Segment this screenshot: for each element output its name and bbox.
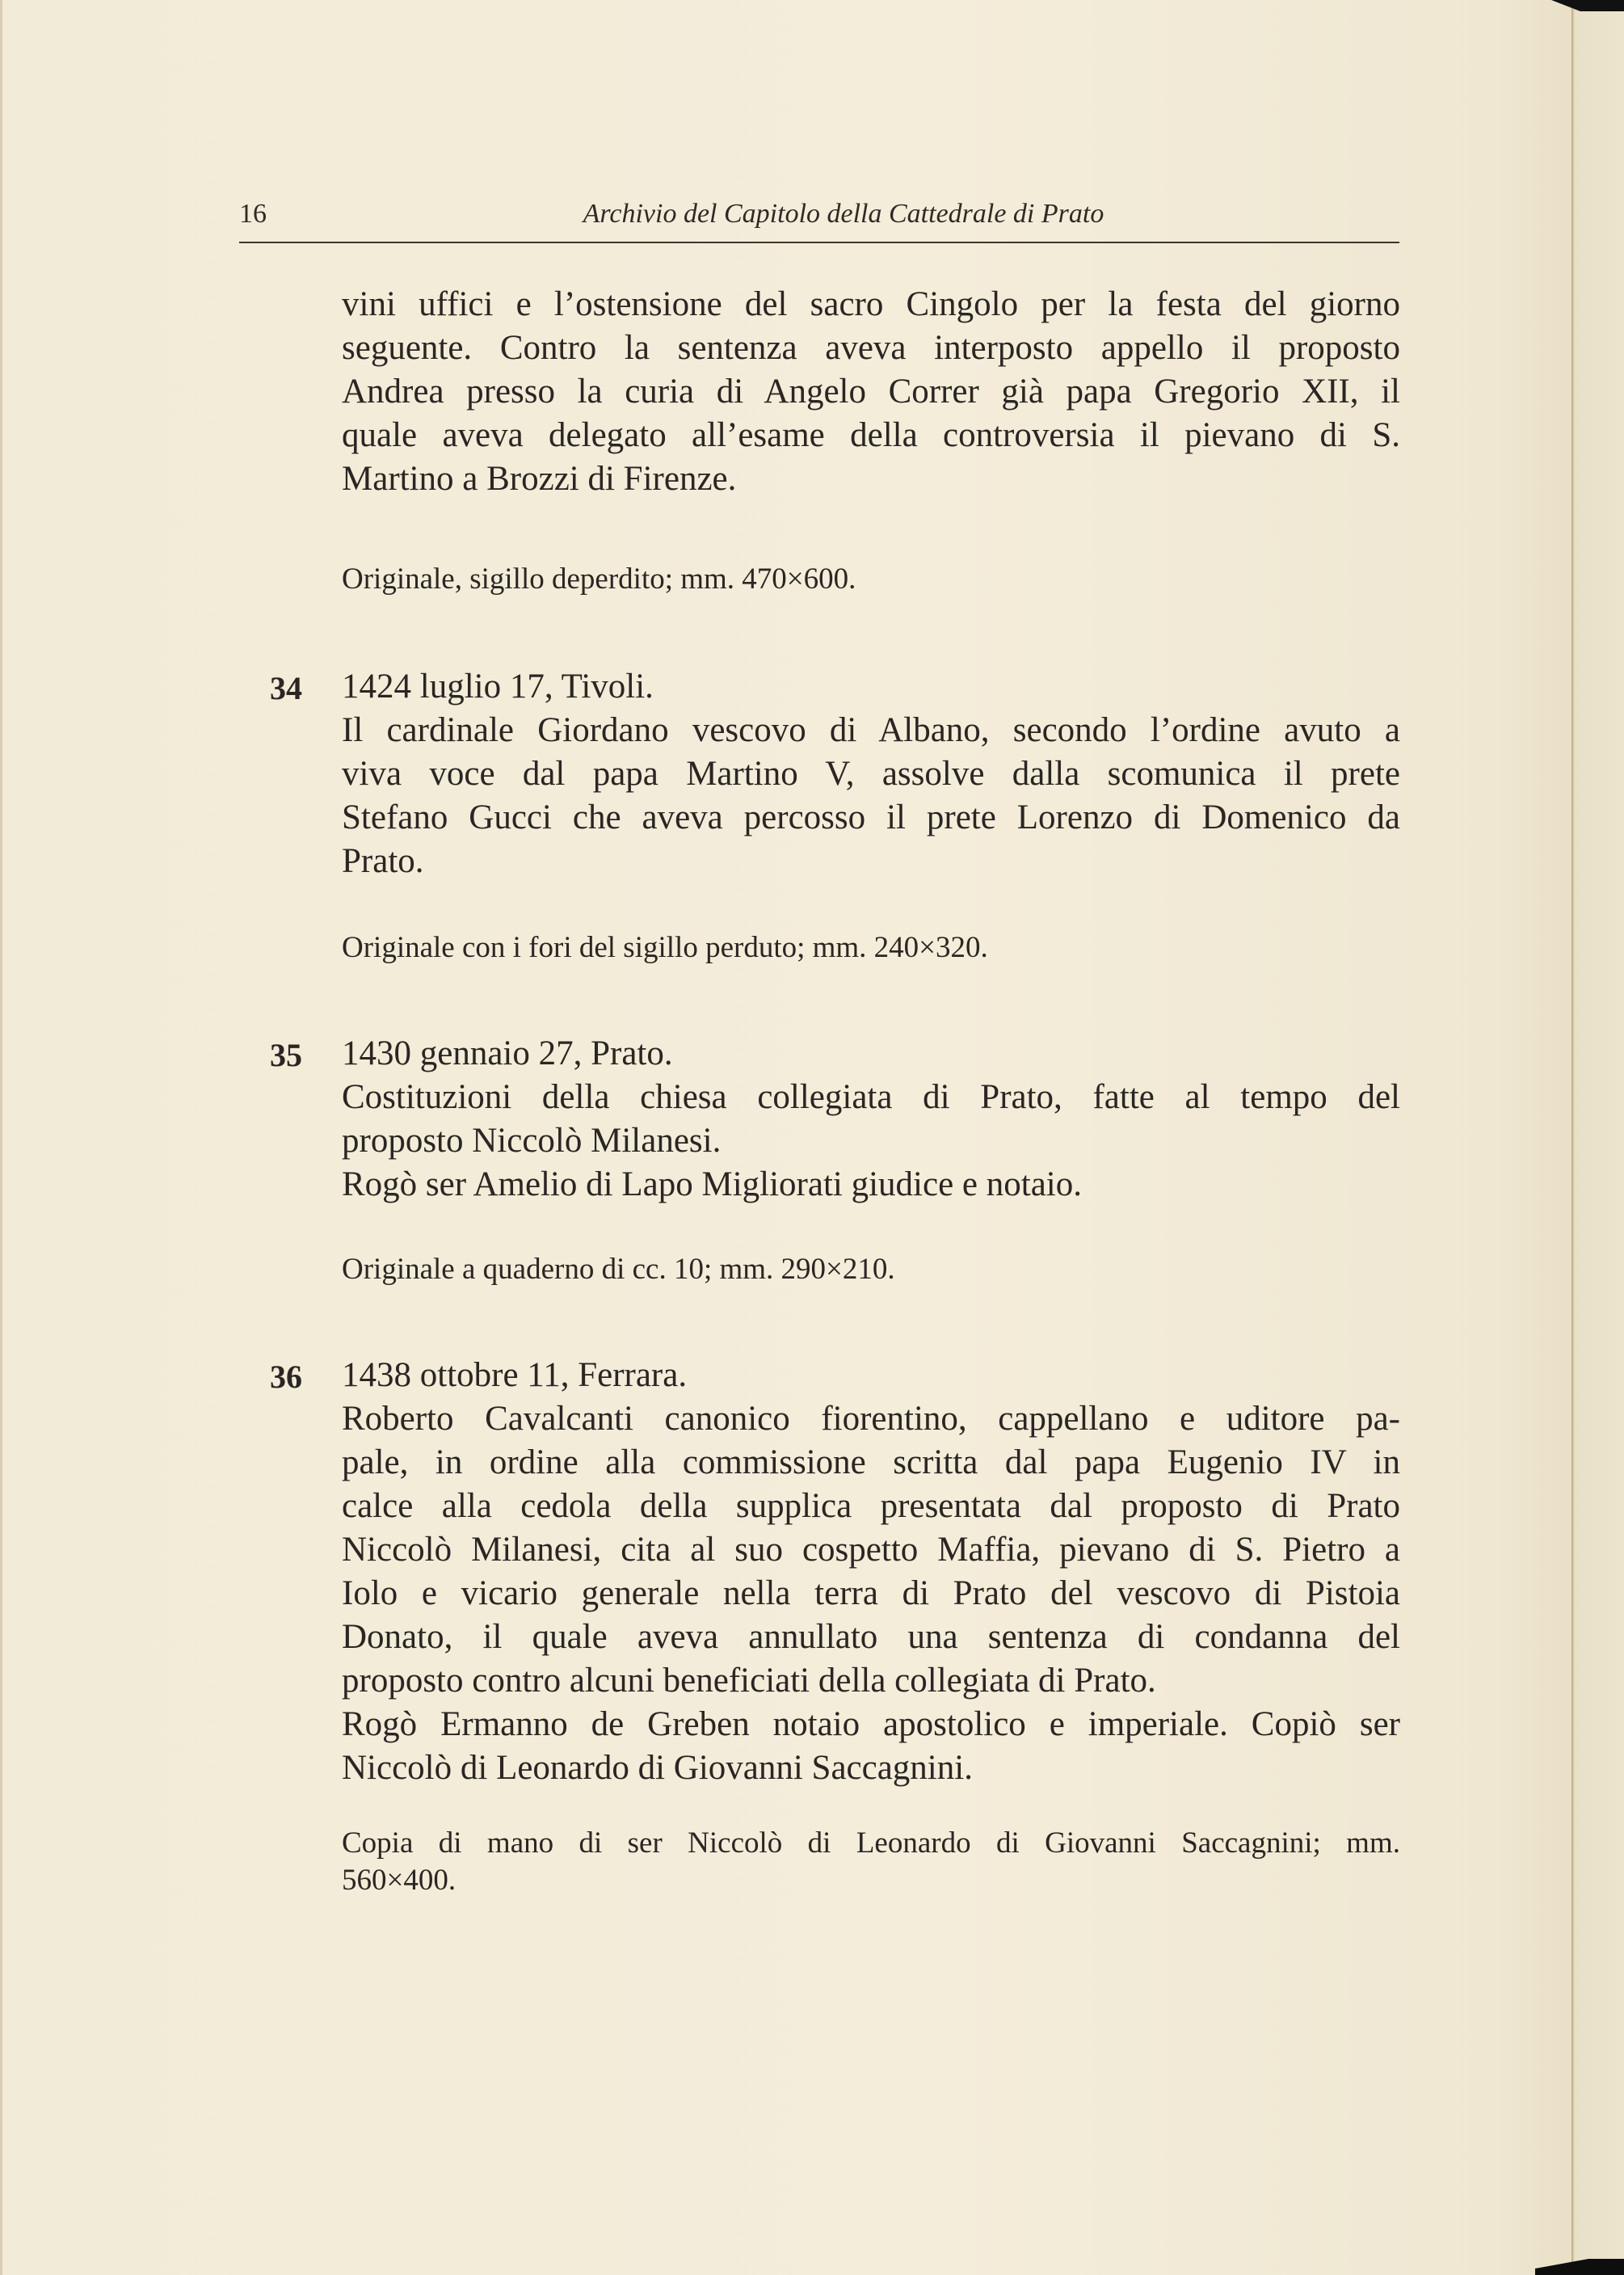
page-left-edge — [0, 0, 2, 2275]
text-line: Andrea presso la curia di Angelo Correr già papa Gregorio XII, il — [342, 373, 1400, 411]
running-title: Archivio del Capitolo della Cattedrale di Prato — [583, 199, 1104, 229]
page-number: 16 — [239, 199, 267, 229]
entry-number: 35 — [270, 1037, 302, 1073]
text-line: Copia di mano di ser Niccolò di Leonardo di Giovanni Saccagnini; mm. — [342, 1826, 1400, 1860]
entry-note: Originale a quaderno di cc. 10; mm. 290×210. — [342, 1253, 895, 1286]
entry-number: 34 — [270, 670, 302, 706]
text-line: Il cardinale Giordano vescovo di Albano, secondo l’ordine avuto a — [342, 711, 1400, 749]
entry-date-place: 1430 gennaio 27, Prato. — [342, 1034, 673, 1072]
text-line: seguente. Contro la sentenza aveva interposto appello il proposto — [342, 329, 1400, 367]
text-line: Prato. — [342, 842, 424, 880]
text-line: Rogò ser Amelio di Lapo Migliorati giudice e notaio. — [342, 1165, 1082, 1203]
text-line: Roberto Cavalcanti canonico fiorentino, cappellano e uditore pa- — [342, 1400, 1400, 1438]
entry-regest — [342, 1076, 1400, 1207]
text-line: Martino a Brozzi di Firenze. — [342, 460, 737, 498]
header-rule — [239, 242, 1399, 243]
text-line: calce alla cedola della supplica presentata dal proposto di Prato — [342, 1487, 1400, 1525]
text-line: 560×400. — [342, 1864, 456, 1897]
text-line: Niccolò Milanesi, cita al suo cospetto Maffia, pievano di S. Pietro a — [342, 1531, 1400, 1569]
running-header — [239, 199, 1399, 236]
text-line: pale, in ordine alla commissione scritta dal papa Eugenio IV in — [342, 1443, 1400, 1481]
entry-number: 36 — [270, 1359, 302, 1395]
text-line: Rogò Ermanno de Greben notaio apostolico e imperiale. Copiò ser — [342, 1705, 1400, 1743]
entry-date-place: 1424 luglio 17, Tivoli. — [342, 668, 654, 706]
text-line: Stefano Gucci che aveva percosso il prete Lorenzo di Domenico da — [342, 798, 1400, 836]
text-line: Niccolò di Leonardo di Giovanni Saccagnini. — [342, 1749, 973, 1787]
text-line: vini uffici e l’ostensione del sacro Cingolo per la festa del giorno — [342, 285, 1400, 323]
text-line: Costituzioni della chiesa collegiata di Prato, fatte al tempo del — [342, 1078, 1400, 1116]
book-gutter — [1571, 0, 1624, 2275]
entry-regest — [342, 709, 1400, 883]
text-line: Donato, il quale aveva annullato una sentenza di condanna del — [342, 1618, 1400, 1656]
continuation-paragraph — [342, 283, 1400, 501]
entry-date-place: 1438 ottobre 11, Ferrara. — [342, 1356, 688, 1394]
text-line: quale aveva delegato all’esame della controversia il pievano di S. — [342, 416, 1400, 454]
text-line: viva voce dal papa Martino V, assolve dalla scomunica il prete — [342, 755, 1400, 793]
text-line: proposto contro alcuni beneficiati della collegiata di Prato. — [342, 1662, 1156, 1700]
entry-note: Originale con i fori del sigillo perduto; mm. 240×320. — [342, 931, 988, 964]
continuation-note: Originale, sigillo deperdito; mm. 470×600. — [342, 562, 856, 596]
text-line: proposto Niccolò Milanesi. — [342, 1122, 722, 1160]
entry-regest — [342, 1397, 1400, 1790]
text-line: Iolo e vicario generale nella terra di Prato del vescovo di Pistoia — [342, 1574, 1400, 1612]
entry-note — [342, 1825, 1400, 1899]
